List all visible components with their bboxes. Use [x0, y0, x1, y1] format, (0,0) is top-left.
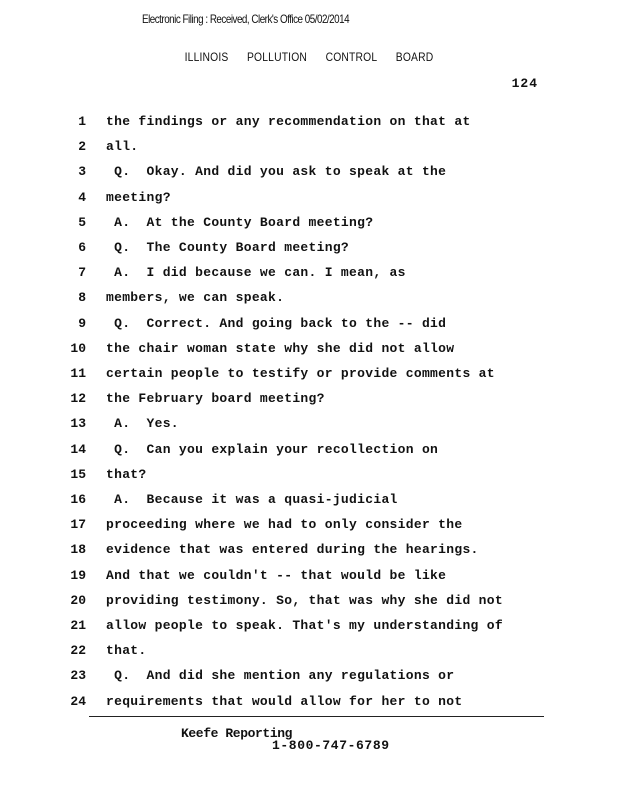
transcript-line: A. Because it was a quasi-judicial [106, 492, 398, 507]
line-number: 20 [70, 593, 86, 608]
board-title [43, 50, 574, 64]
transcript-line: that. [106, 643, 147, 658]
line-number: 23 [70, 668, 86, 683]
transcript-line: providing testimony. So, that was why she did not [106, 593, 503, 608]
line-number: 13 [70, 416, 86, 431]
line-number: 21 [70, 618, 86, 633]
line-number: 12 [70, 391, 86, 406]
line-number: 18 [70, 542, 86, 557]
transcript-line: Q. Okay. And did you ask to speak at the [106, 164, 447, 179]
board-word: BOARD [395, 50, 434, 64]
line-number: 9 [78, 316, 86, 331]
line-number: 17 [70, 517, 86, 532]
line-number: 10 [70, 341, 86, 356]
line-number: 6 [78, 240, 86, 255]
line-number: 15 [70, 467, 86, 482]
line-number: 5 [78, 215, 86, 230]
transcript-line: proceeding where we had to only consider the [106, 517, 463, 532]
transcript-line: members, we can speak. [106, 290, 285, 305]
transcript-line: And that we couldn't -- that would be like [106, 568, 447, 583]
line-number: 14 [70, 442, 86, 457]
line-number: 1 [78, 114, 86, 129]
transcript-line: the February board meeting? [106, 391, 325, 406]
page-number: 124 [511, 76, 538, 91]
transcript-line: A. I did because we can. I mean, as [106, 265, 406, 280]
reporter-company: Keefe Reporting [181, 726, 293, 741]
line-number: 4 [78, 190, 86, 205]
transcript-line: evidence that was entered during the hearings. [106, 542, 479, 557]
line-number: 11 [70, 366, 86, 381]
filing-stamp: Electronic Filing : Received, Clerk's Office 05/02/2014 [142, 12, 350, 26]
transcript-line: Q. Can you explain your recollection on [106, 442, 439, 457]
line-number: 22 [70, 643, 86, 658]
board-word: POLLUTION [246, 50, 308, 64]
board-word: CONTROL [325, 50, 378, 64]
transcript-line: requirements that would allow for her to not [106, 694, 463, 709]
board-word: ILLINOIS [184, 50, 229, 64]
transcript-line: Q. Correct. And going back to the -- did [106, 316, 447, 331]
line-number: 24 [70, 694, 86, 709]
transcript-line: allow people to speak. That's my understanding of [106, 618, 503, 633]
line-number: 7 [78, 265, 86, 280]
reporter-phone: 1-800-747-6789 [272, 738, 390, 753]
line-number: 8 [78, 290, 86, 305]
line-number: 3 [78, 164, 86, 179]
line-number: 2 [78, 139, 86, 154]
transcript-line: A. At the County Board meeting? [106, 215, 374, 230]
transcript-line: Q. The County Board meeting? [106, 240, 350, 255]
line-number: 19 [70, 568, 86, 583]
transcript-line: all. [106, 139, 139, 154]
transcript-line: that? [106, 467, 147, 482]
line-number: 16 [70, 492, 86, 507]
transcript-line: the chair woman state why she did not allow [106, 341, 455, 356]
footer-rule [89, 716, 544, 717]
transcript-line: Q. And did she mention any regulations or [106, 668, 455, 683]
transcript-line: A. Yes. [106, 416, 179, 431]
transcript-line: the findings or any recommendation on that at [106, 114, 471, 129]
transcript-line: meeting? [106, 190, 171, 205]
transcript-line: certain people to testify or provide comments at [106, 366, 495, 381]
